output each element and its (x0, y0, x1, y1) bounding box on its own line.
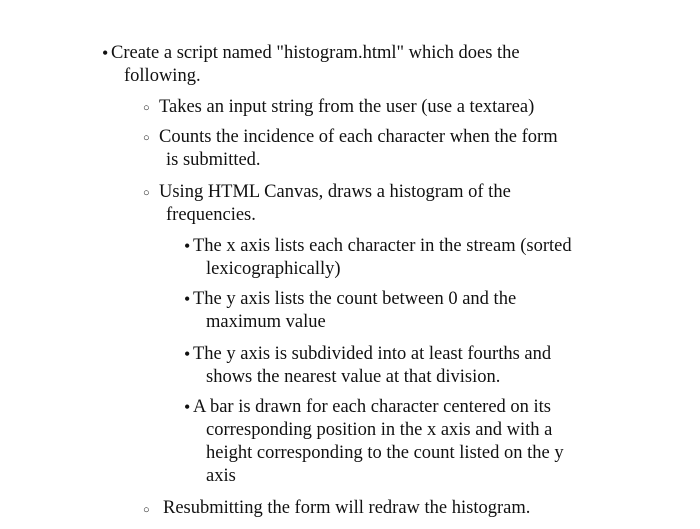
list-item (159, 181, 511, 227)
list-item-line: following. (124, 66, 201, 86)
list-item (159, 96, 534, 119)
list-item (111, 42, 520, 88)
list-item (193, 288, 516, 334)
list-item-line: The x axis lists each character in the stream (sorted (193, 236, 572, 256)
list-item-line: Takes an input string from the user (use a textarea) (159, 97, 535, 117)
list-item-line: Create a script named "histogram.html" which does the (111, 43, 520, 63)
list-item (193, 235, 572, 281)
list-item-line: Counts the incidence of each character when the form (159, 127, 558, 147)
list-item-line: axis (206, 466, 236, 486)
list-item-line: height corresponding to the count listed on the y (206, 443, 564, 463)
list-item (193, 396, 564, 488)
list-item (193, 343, 551, 389)
list-item-line: is submitted. (166, 150, 261, 170)
bullet-dot-icon: • (184, 344, 191, 364)
bullet-circle-icon: ○ (143, 504, 150, 516)
bullet-circle-icon: ○ (143, 187, 150, 199)
list-item-line: corresponding position in the x axis and with a (206, 420, 553, 440)
list-item-line: maximum value (206, 312, 326, 332)
bullet-dot-icon: • (102, 43, 109, 63)
list-item (163, 497, 530, 520)
list-item-line: frequencies. (166, 205, 256, 225)
bullet-dot-icon: • (184, 397, 191, 417)
list-item-line: lexicographically) (206, 259, 341, 279)
list-item-line: shows the nearest value at that division. (206, 367, 501, 387)
list-item-line: Resubmitting the form will redraw the histogram. (163, 498, 531, 518)
list-item-line: The y axis lists the count between 0 and the (193, 289, 517, 309)
bullet-dot-icon: • (184, 236, 191, 256)
bullet-circle-icon: ○ (143, 132, 150, 144)
bullet-circle-icon: ○ (143, 102, 150, 114)
bullet-dot-icon: • (184, 289, 191, 309)
list-item-line: The y axis is subdivided into at least fourths and (193, 344, 552, 364)
list-item-line: Using HTML Canvas, draws a histogram of the (159, 182, 511, 202)
list-item (159, 126, 558, 172)
list-item-line: A bar is drawn for each character centered on its (193, 397, 552, 417)
